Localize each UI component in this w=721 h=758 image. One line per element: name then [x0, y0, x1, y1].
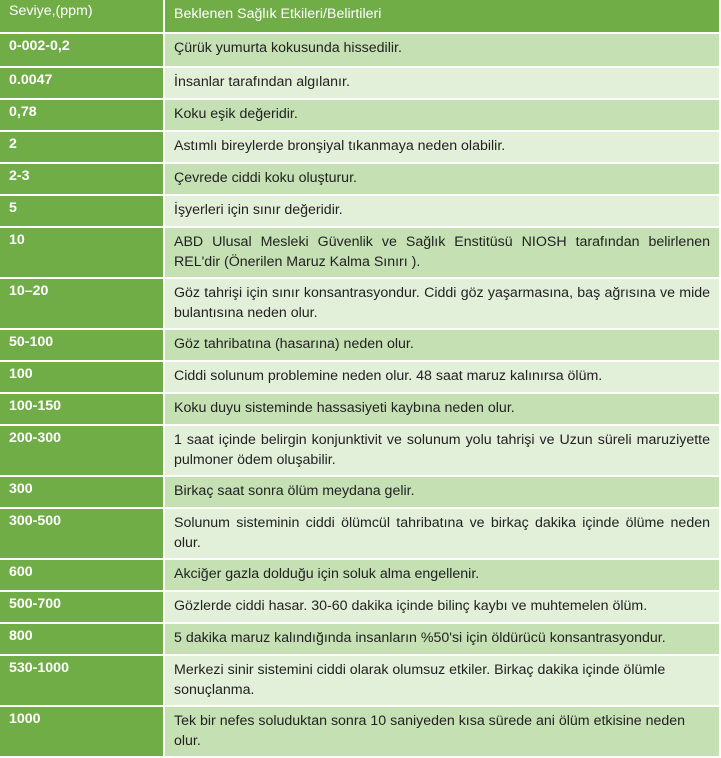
effect-cell: Göz tahrişi için sınır konsantrasyondur. Ciddi göz yaşarmasına, baş ağrısına ve mide bulantısına neden olur. [165, 279, 719, 328]
effect-cell: Tek bir nefes soluduktan sonra 10 saniyeden kısa sürede ani ölüm etkisine neden olur. [165, 707, 719, 756]
level-cell: 500-700 [0, 592, 165, 622]
effect-cell: Birkaç saat sonra ölüm meydana gelir. [165, 477, 719, 507]
table-row [0, 362, 719, 394]
effect-cell: ABD Ulusal Mesleki Güvenlik ve Sağlık Enstitüsü NIOSH tarafından belirlenen REL'dir (Önerilen Maruz Kalma Sınırı ). [165, 228, 719, 277]
header-effects: Beklenen Sağlık Etkileri/Belirtileri [165, 0, 719, 32]
level-cell: 100-150 [0, 394, 165, 424]
level-cell: 50-100 [0, 330, 165, 360]
header-level: Seviye,(ppm) [0, 0, 165, 32]
table-row [0, 592, 719, 624]
effect-cell: Gözlerde ciddi hasar. 30-60 dakika içinde bilinç kaybı ve muhtemelen ölüm. [165, 592, 719, 622]
effect-cell: Çürük yumurta kokusunda hissedilir. [165, 34, 719, 66]
effect-cell: İşyerleri için sınır değeridir. [165, 196, 719, 226]
level-cell: 1000 [0, 707, 165, 756]
table-row [0, 509, 719, 560]
table-row [0, 196, 719, 228]
effect-cell: İnsanlar tarafından algılanır. [165, 68, 719, 98]
table-row [0, 560, 719, 592]
effect-cell: Astımlı bireylerde bronşiyal tıkanmaya neden olabilir. [165, 132, 719, 162]
table-row [0, 279, 719, 330]
effect-cell: Ciddi solunum problemine neden olur. 48 saat maruz kalınırsa ölüm. [165, 362, 719, 392]
table-row [0, 624, 719, 656]
table-row [0, 656, 719, 707]
level-cell: 300-500 [0, 509, 165, 558]
level-cell: 300 [0, 477, 165, 507]
table-row [0, 164, 719, 196]
level-cell: 2 [0, 132, 165, 162]
effect-cell: Çevrede ciddi koku oluşturur. [165, 164, 719, 194]
effect-cell: 1 saat içinde belirgin konjunktivit ve solunum yolu tahrişi ve Uzun süreli maruziyette pulmoner ödem oluşabilir. [165, 426, 719, 475]
level-cell: 200-300 [0, 426, 165, 475]
level-cell: 100 [0, 362, 165, 392]
table-row [0, 707, 719, 758]
table-row [0, 34, 719, 68]
effect-cell: Solunum sisteminin ciddi ölümcül tahribatına ve birkaç dakika içinde ölüme neden olur. [165, 509, 719, 558]
effect-cell: 5 dakika maruz kalındığında insanların %50'si için öldürücü konsantrasyondur. [165, 624, 719, 654]
effect-cell: Göz tahribatına (hasarına) neden olur. [165, 330, 719, 360]
effect-cell: Koku duyu sisteminde hassasiyeti kaybına neden olur. [165, 394, 719, 424]
table-row [0, 100, 719, 132]
effect-cell: Merkezi sinir sistemini ciddi olarak olumsuz etkiler. Birkaç dakika içinde ölümle sonuçlanma. [165, 656, 719, 705]
table-row [0, 394, 719, 426]
level-cell: 0-002-0,2 [0, 34, 165, 66]
level-cell: 2-3 [0, 164, 165, 194]
level-cell: 10–20 [0, 279, 165, 328]
table-row [0, 68, 719, 100]
table-row [0, 132, 719, 164]
table-header [0, 0, 719, 34]
table-row [0, 228, 719, 279]
level-cell: 0.0047 [0, 68, 165, 98]
level-cell: 800 [0, 624, 165, 654]
table-row [0, 477, 719, 509]
level-cell: 600 [0, 560, 165, 590]
level-cell: 10 [0, 228, 165, 277]
level-cell: 530-1000 [0, 656, 165, 705]
table-row [0, 426, 719, 477]
level-cell: 5 [0, 196, 165, 226]
effect-cell: Akciğer gazla dolduğu için soluk alma engellenir. [165, 560, 719, 590]
table-row [0, 330, 719, 362]
effect-cell: Koku eşik değeridir. [165, 100, 719, 130]
level-cell: 0,78 [0, 100, 165, 130]
